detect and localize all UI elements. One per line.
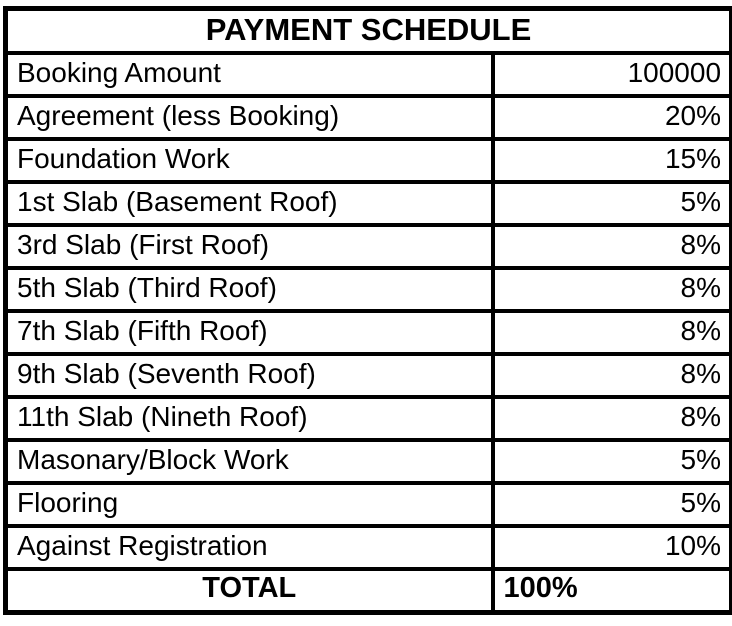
row-label: Flooring bbox=[6, 483, 493, 526]
row-label: 7th Slab (Fifth Roof) bbox=[6, 311, 493, 354]
table-row bbox=[6, 96, 732, 139]
row-value: 5% bbox=[493, 440, 732, 483]
table-row bbox=[6, 225, 732, 268]
row-label: Masonary/Block Work bbox=[6, 440, 493, 483]
table-row bbox=[6, 182, 732, 225]
table-row bbox=[6, 440, 732, 483]
row-value: 8% bbox=[493, 397, 732, 440]
row-label: Booking Amount bbox=[6, 53, 493, 96]
total-label: TOTAL bbox=[6, 569, 493, 612]
row-value: 20% bbox=[493, 96, 732, 139]
row-label: Against Registration bbox=[6, 526, 493, 569]
payment-schedule-table bbox=[3, 6, 732, 615]
row-label: 3rd Slab (First Roof) bbox=[6, 225, 493, 268]
row-label: 5th Slab (Third Roof) bbox=[6, 268, 493, 311]
table-row bbox=[6, 268, 732, 311]
row-value: 10% bbox=[493, 526, 732, 569]
row-value: 100000 bbox=[493, 53, 732, 96]
row-value: 8% bbox=[493, 311, 732, 354]
row-value: 8% bbox=[493, 268, 732, 311]
row-value: 15% bbox=[493, 139, 732, 182]
table-row bbox=[6, 139, 732, 182]
total-row bbox=[6, 569, 732, 612]
row-label: 11th Slab (Nineth Roof) bbox=[6, 397, 493, 440]
table-title-row bbox=[6, 9, 732, 54]
table-title: PAYMENT SCHEDULE bbox=[6, 9, 732, 54]
table-row bbox=[6, 483, 732, 526]
row-value: 8% bbox=[493, 225, 732, 268]
total-value: 100% bbox=[493, 569, 732, 612]
table-row bbox=[6, 526, 732, 569]
row-label: 1st Slab (Basement Roof) bbox=[6, 182, 493, 225]
row-label: 9th Slab (Seventh Roof) bbox=[6, 354, 493, 397]
row-label: Foundation Work bbox=[6, 139, 493, 182]
table-row bbox=[6, 311, 732, 354]
row-value: 5% bbox=[493, 182, 732, 225]
row-label: Agreement (less Booking) bbox=[6, 96, 493, 139]
table-row bbox=[6, 53, 732, 96]
row-value: 8% bbox=[493, 354, 732, 397]
row-value: 5% bbox=[493, 483, 732, 526]
table-row bbox=[6, 354, 732, 397]
table-row bbox=[6, 397, 732, 440]
